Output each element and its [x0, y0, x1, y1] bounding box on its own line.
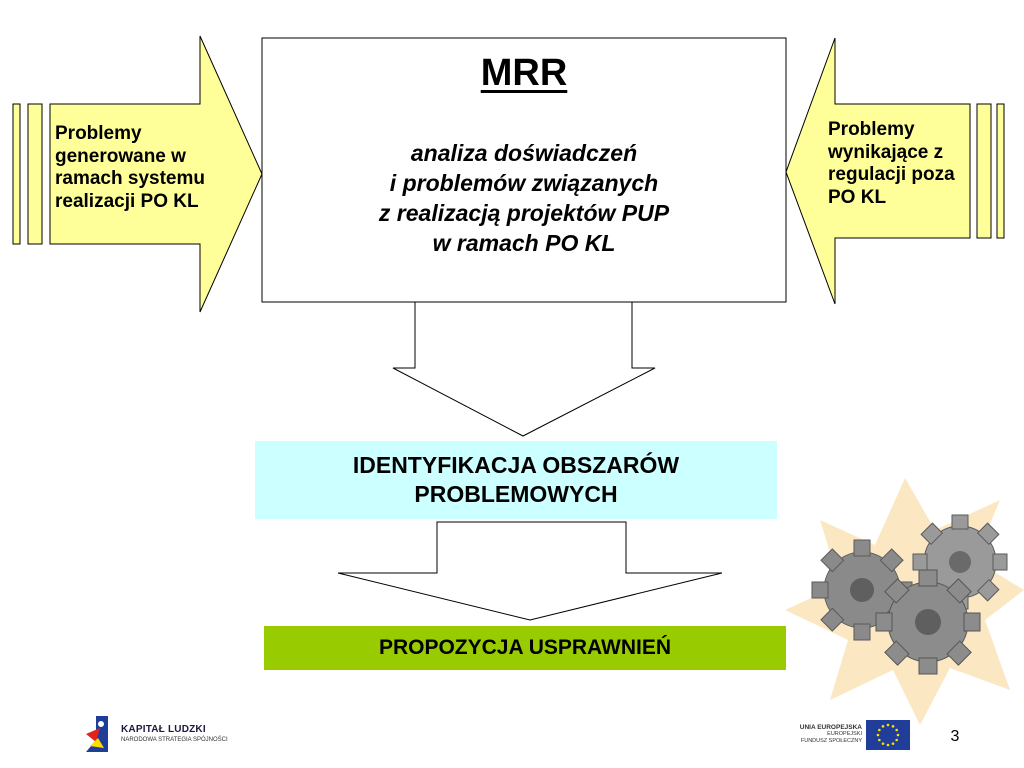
identify-line: PROBLEMOWYCH — [414, 481, 618, 507]
eu-star — [877, 734, 880, 737]
center-box-title: MRR — [480, 52, 568, 94]
eu-fund-text — [788, 724, 862, 745]
eu-star — [882, 742, 885, 745]
kapital-ludzki-logo — [86, 716, 108, 752]
eu-star — [887, 724, 890, 727]
down-arrow-2 — [338, 522, 722, 620]
left-bar-inner — [28, 104, 42, 244]
eu-star — [878, 739, 881, 742]
kapital-ludzki-text — [121, 724, 228, 743]
eu-flag-icon — [866, 720, 910, 750]
logo-left-line1: KAPITAŁ LUDZKI — [121, 724, 206, 735]
eu-star — [892, 725, 895, 728]
right-bar-outer — [997, 104, 1004, 238]
eu-star — [892, 742, 895, 745]
logo-left-line2: NARODOWA STRATEGIA SPÓJNOŚCI — [121, 737, 228, 743]
left-arrow-label: Problemy generowane w ramach systemu realizacji PO KL — [55, 123, 205, 212]
eu-star — [878, 729, 881, 732]
logo-right-line1: UNIA EUROPEJSKA — [799, 724, 862, 731]
logo-right-line2: EUROPEJSKI — [827, 731, 862, 737]
eu-star — [895, 729, 898, 732]
identify-box — [255, 441, 777, 519]
page-number: 3 — [950, 728, 960, 745]
left-bar-outer — [13, 104, 20, 244]
description-line: analiza doświadczeń — [410, 140, 638, 166]
right-bar-inner — [977, 104, 991, 238]
eu-star — [895, 739, 898, 742]
propose-box: PROPOZYCJA USPRAWNIEŃ — [264, 626, 786, 670]
description-line: w ramach PO KL — [432, 230, 616, 256]
eu-star — [882, 725, 885, 728]
center-box-description — [262, 138, 786, 258]
down-arrow-1 — [393, 302, 655, 436]
logo-right-line3: FUNDUSZ SPOŁECZNY — [800, 738, 862, 744]
eu-star — [897, 734, 900, 737]
description-line: z realizacją projektów PUP — [378, 200, 670, 226]
description-line: i problemów związanych — [389, 170, 659, 196]
eu-star — [887, 744, 890, 747]
right-arrow-label: Problemy wynikające z regulacji poza PO KL — [828, 119, 955, 208]
identify-line: IDENTYFIKACJA OBSZARÓW — [352, 452, 680, 478]
